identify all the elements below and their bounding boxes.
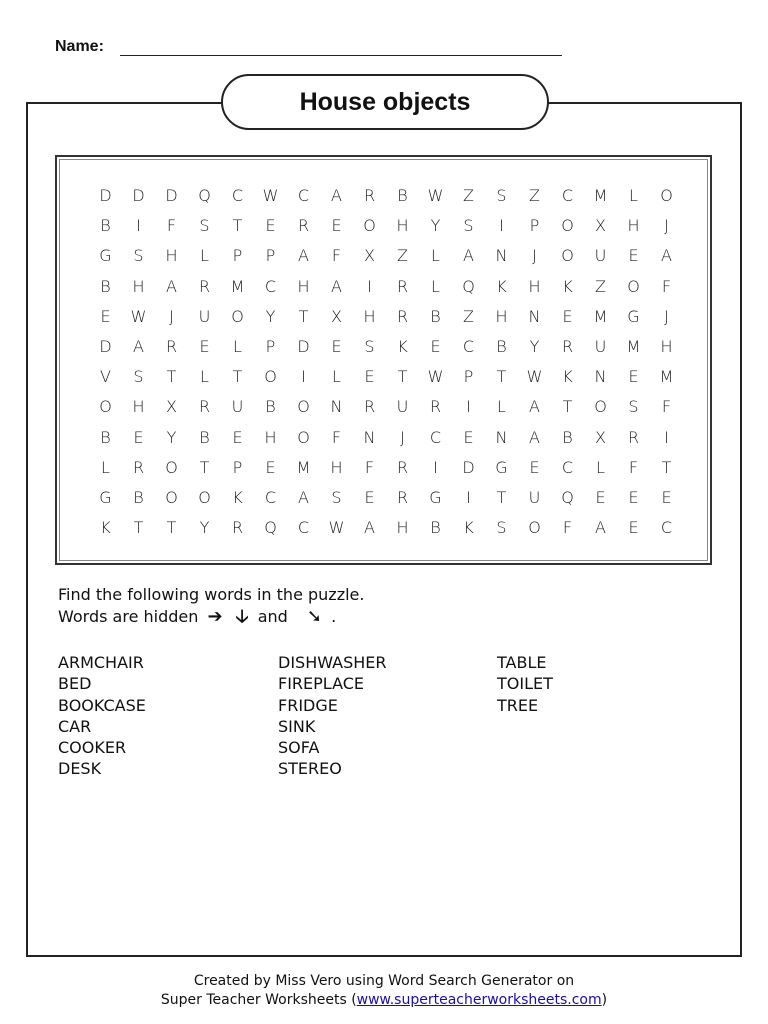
word-list-item: DESK — [58, 759, 102, 779]
grid-cell: D — [99, 186, 112, 205]
grid-cell: L — [200, 367, 209, 387]
grid-cell: O — [363, 216, 376, 236]
grid-cell: H — [297, 276, 310, 296]
grid-cell: H — [495, 306, 508, 326]
grid-cell: D — [132, 186, 145, 205]
grid-cell: G — [429, 487, 442, 507]
word-list-item: BED — [58, 674, 92, 694]
grid-cell: E — [133, 427, 144, 447]
name-line — [120, 55, 562, 56]
grid-cell: R — [198, 276, 211, 296]
grid-cell: K — [397, 336, 408, 356]
word-list-item: TABLE — [497, 653, 547, 672]
grid-cell: F — [628, 457, 639, 477]
grid-cell: C — [297, 186, 310, 205]
grid-cell: N — [594, 367, 607, 387]
grid-cell: C — [264, 276, 277, 296]
grid-cell: P — [265, 336, 276, 356]
grid-cell: N — [528, 306, 541, 326]
grid-cell: U — [528, 487, 541, 507]
grid-cell: E — [232, 427, 243, 447]
grid-cell: X — [166, 397, 177, 417]
grid-cell: O — [594, 397, 607, 417]
grid-cell: L — [200, 246, 209, 266]
grid-cell: A — [298, 246, 309, 266]
grid-cell: G — [495, 457, 508, 477]
grid-cell: A — [331, 186, 342, 205]
grid-cell: X — [364, 246, 375, 266]
grid-cell: S — [331, 487, 342, 507]
grid-cell: R — [396, 276, 409, 296]
grid-cell: K — [496, 276, 507, 296]
grid-cell: H — [627, 216, 640, 236]
grid-cell: E — [595, 487, 606, 507]
footer-line1: Created by Miss Vero using Word Search Generator on — [193, 973, 575, 989]
grid-cell: F — [166, 216, 177, 236]
grid-cell: K — [100, 518, 111, 538]
grid-cell: O — [165, 487, 178, 507]
grid-cell: R — [363, 397, 376, 417]
grid-cell: T — [166, 367, 177, 387]
grid-cell: K — [562, 367, 573, 387]
page-title: House objects — [221, 74, 549, 130]
grid-cell: A — [529, 397, 540, 417]
grid-cell: T — [232, 367, 243, 387]
grid-cell: O — [660, 186, 673, 205]
grid-cell: S — [496, 518, 507, 538]
grid-cell: E — [364, 487, 375, 507]
grid-cell: K — [232, 487, 243, 507]
grid-cell: R — [396, 306, 409, 326]
grid-cell: B — [100, 276, 111, 296]
grid-cell: W — [130, 306, 147, 326]
word-list-item: SINK — [278, 716, 316, 736]
grid-cell: E — [628, 487, 639, 507]
grid-cell: L — [233, 336, 242, 356]
footer-line2 — [0, 991, 768, 1010]
grid-cell: A — [331, 276, 342, 296]
grid-cell: B — [397, 186, 408, 205]
grid-cell: F — [364, 457, 375, 477]
grid-cell: U — [198, 306, 211, 326]
footer — [0, 972, 768, 1010]
word-list-item: ARMCHAIR — [58, 653, 144, 672]
grid-cell: M — [230, 276, 245, 296]
word-list-item: TREE — [497, 695, 539, 715]
grid-cell: M — [593, 186, 608, 205]
grid-cell: D — [99, 336, 112, 356]
grid-cell: G — [627, 306, 640, 326]
grid-cell: O — [297, 397, 310, 417]
grid-cell: W — [328, 518, 345, 538]
grid-cell: T — [232, 216, 243, 236]
arrow-right-icon: ➔ — [207, 606, 223, 627]
grid-cell: Y — [430, 216, 441, 236]
letter-grid — [89, 181, 683, 543]
grid-cell: I — [466, 397, 471, 417]
grid-cell: O — [198, 487, 211, 507]
grid-cell: Z — [463, 186, 474, 205]
grid-cell: E — [463, 427, 474, 447]
grid-cell: W — [427, 186, 444, 205]
grid-cell: F — [331, 427, 342, 447]
grid-cell: T — [397, 367, 408, 387]
grid-cell: T — [166, 518, 177, 538]
grid-cell: P — [232, 457, 243, 477]
grid-cell: Y — [199, 518, 210, 538]
grid-cell: P — [463, 367, 474, 387]
grid-cell: A — [364, 518, 375, 538]
instructions — [58, 584, 364, 628]
grid-cell: I — [499, 216, 504, 236]
grid-cell: R — [231, 518, 244, 538]
grid-cell: C — [297, 518, 310, 538]
footer-link[interactable]: www.superteacherworksheets.com — [356, 992, 602, 1008]
grid-cell: E — [364, 367, 375, 387]
grid-cell: B — [562, 427, 573, 447]
grid-cell: F — [331, 246, 342, 266]
grid-cell: W — [526, 367, 543, 387]
grid-cell: A — [133, 336, 144, 356]
grid-cell: S — [199, 216, 210, 236]
grid-cell: W — [262, 186, 279, 205]
grid-cell: S — [463, 216, 474, 236]
grid-cell: N — [495, 246, 508, 266]
grid-cell: Q — [198, 186, 211, 205]
grid-cell: Y — [529, 336, 540, 356]
grid-cell: Y — [265, 306, 276, 326]
grid-cell: V — [100, 367, 111, 387]
grid-cell: S — [628, 397, 639, 417]
grid-cell: R — [297, 216, 310, 236]
word-column-2 — [278, 652, 387, 780]
grid-cell: B — [430, 518, 441, 538]
grid-cell: O — [165, 457, 178, 477]
grid-cell: J — [169, 306, 174, 326]
grid-cell: A — [463, 246, 474, 266]
grid-cell: L — [101, 457, 110, 477]
grid-cell: I — [664, 427, 669, 447]
grid-cell: K — [463, 518, 474, 538]
grid-cell: B — [265, 397, 276, 417]
grid-cell: T — [562, 397, 573, 417]
grid-cell: H — [264, 427, 277, 447]
grid-cell: L — [596, 457, 605, 477]
instructions-line1: Find the following words in the puzzle. — [58, 585, 365, 604]
grid-cell: U — [396, 397, 409, 417]
grid-cell: G — [99, 246, 112, 266]
grid-cell: N — [363, 427, 376, 447]
grid-cell: O — [99, 397, 112, 417]
grid-cell: T — [133, 518, 144, 538]
grid-cell: O — [528, 518, 541, 538]
word-list-item: SOFA — [278, 738, 320, 758]
footer-suffix: ) — [601, 992, 608, 1008]
grid-cell: X — [331, 306, 342, 326]
grid-cell: R — [198, 397, 211, 417]
word-list-item: TOILET — [497, 674, 553, 694]
grid-cell: M — [296, 457, 311, 477]
word-list-item: STEREO — [278, 759, 342, 779]
grid-cell: H — [132, 397, 145, 417]
grid-cell: E — [529, 457, 540, 477]
grid-cell: P — [232, 246, 243, 266]
grid-cell: L — [332, 367, 341, 387]
grid-cell: C — [660, 518, 673, 538]
grid-cell: E — [199, 336, 210, 356]
grid-cell: E — [628, 518, 639, 538]
grid-cell: Z — [529, 186, 540, 205]
grid-cell: R — [627, 427, 640, 447]
word-list-item: CAR — [58, 716, 92, 736]
grid-cell: Q — [462, 276, 475, 296]
grid-cell: T — [661, 457, 672, 477]
grid-cell: E — [265, 457, 276, 477]
grid-cell: C — [561, 457, 574, 477]
grid-cell: C — [264, 487, 277, 507]
grid-cell: J — [532, 246, 537, 266]
grid-cell: S — [496, 186, 507, 205]
grid-cell: O — [561, 216, 574, 236]
grid-cell: A — [661, 246, 672, 266]
grid-cell: O — [231, 306, 244, 326]
word-list-item: COOKER — [58, 738, 127, 758]
grid-cell: H — [528, 276, 541, 296]
grid-cell: O — [561, 246, 574, 266]
grid-cell: L — [431, 246, 440, 266]
grid-cell: R — [429, 397, 442, 417]
footer-prefix: Super Teacher Worksheets ( — [160, 992, 357, 1008]
grid-cell: Y — [166, 427, 177, 447]
instructions-and: and — [257, 607, 288, 626]
grid-cell: H — [165, 246, 178, 266]
grid-cell: I — [301, 367, 306, 387]
grid-cell: R — [363, 186, 376, 205]
grid-cell: L — [431, 276, 440, 296]
word-list-item: BOOKCASE — [58, 695, 146, 715]
grid-cell: M — [659, 367, 674, 387]
grid-cell: J — [400, 427, 405, 447]
grid-cell: B — [496, 336, 507, 356]
grid-cell: Q — [561, 487, 574, 507]
grid-cell: T — [496, 367, 507, 387]
grid-cell: I — [367, 276, 372, 296]
grid-cell: M — [593, 306, 608, 326]
grid-cell: A — [298, 487, 309, 507]
grid-cell: T — [496, 487, 507, 507]
grid-cell: B — [100, 216, 111, 236]
grid-cell: Z — [595, 276, 606, 296]
grid-cell: S — [133, 367, 144, 387]
grid-cell: I — [136, 216, 141, 236]
grid-cell: D — [297, 336, 310, 356]
grid-cell: E — [628, 367, 639, 387]
grid-cell: X — [595, 216, 606, 236]
grid-cell: E — [265, 216, 276, 236]
grid-cell: D — [462, 457, 475, 477]
grid-cell: D — [165, 186, 178, 205]
grid-cell: C — [561, 186, 574, 205]
word-list-item: DISHWASHER — [278, 653, 387, 672]
grid-cell: Z — [463, 306, 474, 326]
grid-cell: I — [433, 457, 438, 477]
grid-cell: S — [364, 336, 375, 356]
grid-cell: R — [396, 487, 409, 507]
grid-cell: P — [529, 216, 540, 236]
grid-cell: K — [562, 276, 573, 296]
grid-cell: P — [265, 246, 276, 266]
grid-cell: F — [661, 397, 672, 417]
grid-cell: R — [396, 457, 409, 477]
arrow-down-icon: 🡣 — [235, 606, 249, 627]
grid-cell: C — [231, 186, 244, 205]
grid-cell: E — [661, 487, 672, 507]
grid-cell: O — [627, 276, 640, 296]
grid-cell: E — [562, 306, 573, 326]
grid-cell: H — [396, 518, 409, 538]
grid-cell: M — [626, 336, 641, 356]
grid-cell: E — [430, 336, 441, 356]
grid-cell: N — [330, 397, 343, 417]
grid-cell: J — [664, 216, 669, 236]
grid-cell: U — [594, 336, 607, 356]
word-list-item: FIREPLACE — [278, 674, 365, 694]
name-label: Name: — [55, 38, 104, 55]
grid-cell: G — [99, 487, 112, 507]
grid-cell: O — [264, 367, 277, 387]
grid-cell: H — [132, 276, 145, 296]
grid-cell: F — [562, 518, 573, 538]
instructions-prefix: Words are hidden — [58, 607, 199, 626]
grid-cell: Z — [397, 246, 408, 266]
grid-cell: S — [133, 246, 144, 266]
grid-cell: A — [529, 427, 540, 447]
arrow-diagonal-icon: ➘ — [306, 606, 322, 627]
grid-cell: E — [331, 336, 342, 356]
grid-cell: L — [497, 397, 506, 417]
grid-cell: J — [664, 306, 669, 326]
grid-cell: X — [595, 427, 606, 447]
word-column-3 — [497, 652, 553, 716]
grid-cell: E — [628, 246, 639, 266]
grid-cell: I — [466, 487, 471, 507]
grid-cell: E — [100, 306, 111, 326]
grid-cell: B — [199, 427, 210, 447]
instructions-period: . — [331, 607, 337, 626]
grid-cell: H — [363, 306, 376, 326]
instructions-line2 — [58, 606, 364, 628]
grid-cell: W — [427, 367, 444, 387]
grid-cell: B — [430, 306, 441, 326]
grid-cell: C — [462, 336, 475, 356]
grid-cell: H — [660, 336, 673, 356]
grid-cell: O — [297, 427, 310, 447]
grid-cell: L — [629, 186, 638, 205]
grid-cell: B — [133, 487, 144, 507]
grid-cell: F — [661, 276, 672, 296]
grid-cell: U — [594, 246, 607, 266]
grid-cell: H — [396, 216, 409, 236]
grid-cell: A — [166, 276, 177, 296]
word-list-item: FRIDGE — [278, 695, 338, 715]
grid-cell: T — [199, 457, 210, 477]
grid-cell: C — [429, 427, 442, 447]
word-column-1 — [58, 652, 146, 780]
grid-cell: H — [330, 457, 343, 477]
grid-cell: R — [132, 457, 145, 477]
grid-cell: B — [100, 427, 111, 447]
grid-cell: A — [595, 518, 606, 538]
grid-cell: Q — [264, 518, 277, 538]
grid-cell: R — [561, 336, 574, 356]
grid-cell: E — [331, 216, 342, 236]
grid-cell: T — [298, 306, 309, 326]
grid-cell: N — [495, 427, 508, 447]
grid-cell: R — [165, 336, 178, 356]
grid-cell: U — [231, 397, 244, 417]
